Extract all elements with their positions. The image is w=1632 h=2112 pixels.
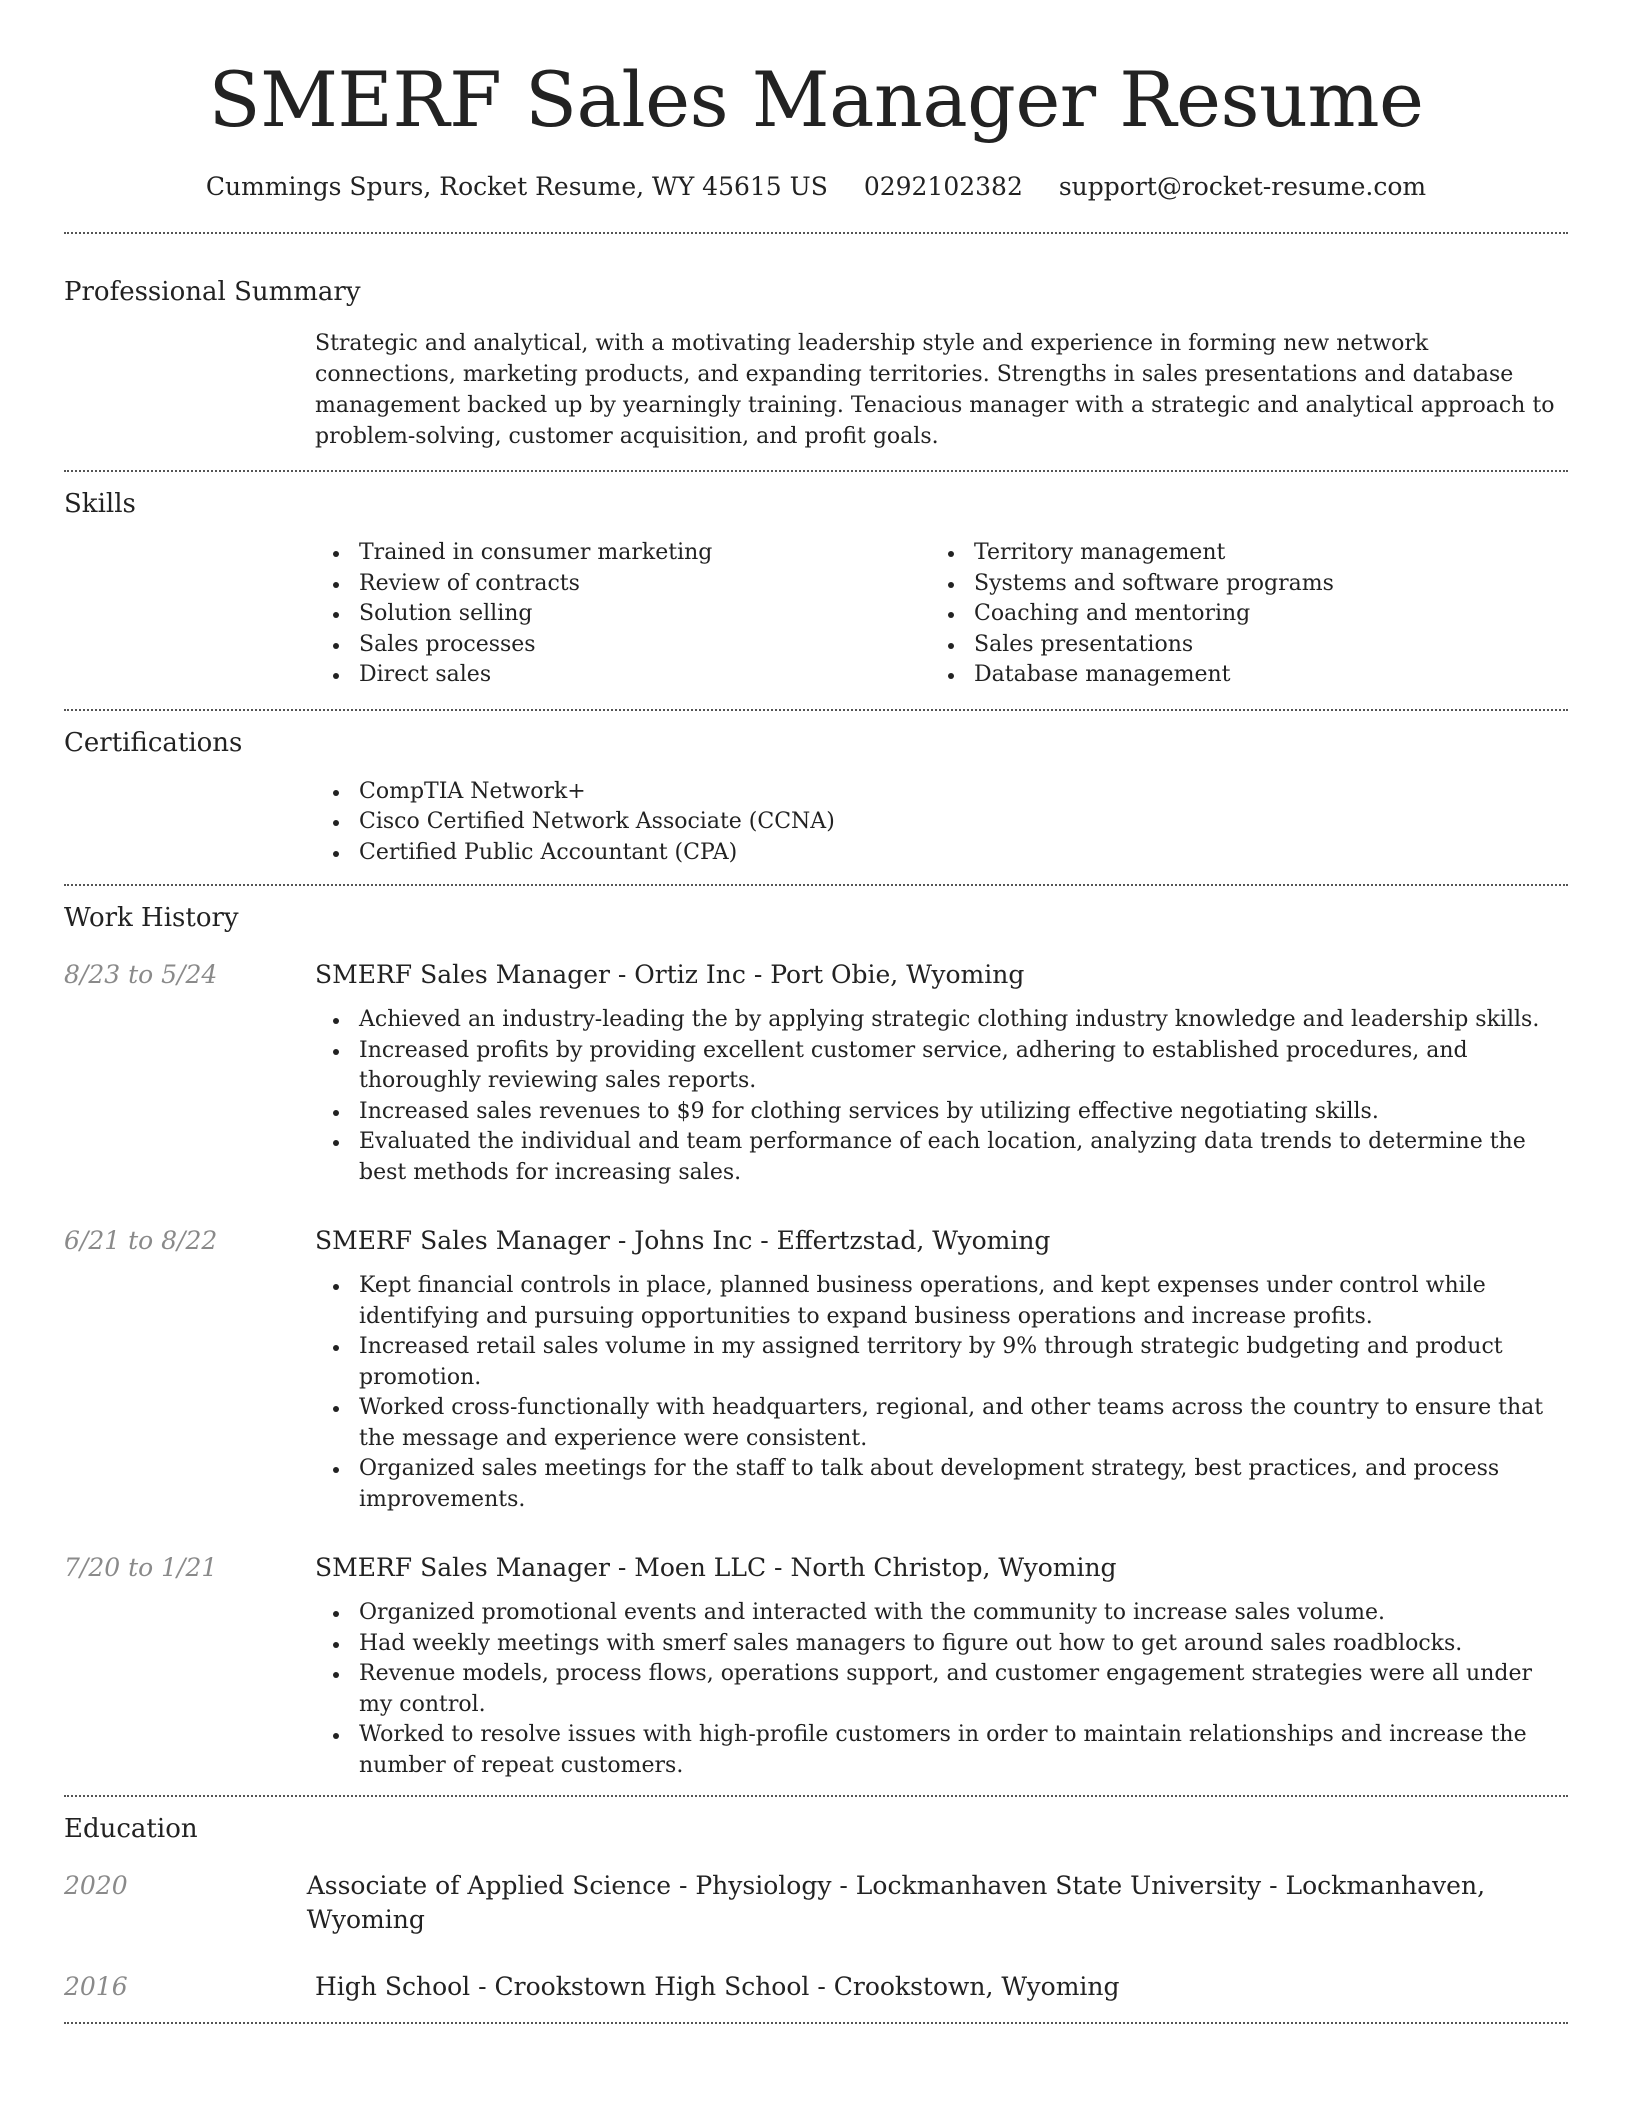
skills-column-right xyxy=(930,538,1545,691)
job-bullet: Increased sales revenues to $9 for clothing services by utilizing effective negotiating skills. xyxy=(315,1097,1568,1128)
job-bullet: Worked cross-functionally with headquarters, regional, and other teams across the country to ensure that the message and experience were consistent. xyxy=(315,1393,1568,1454)
job-bullet: Had weekly meetings with smerf sales managers to figure out how to get around sales roadblocks. xyxy=(315,1629,1568,1660)
section-certifications xyxy=(64,711,1568,887)
job-bullet: Organized promotional events and interacted with the community to increase sales volume. xyxy=(315,1598,1568,1629)
job-bullet: Kept financial controls in place, planned business operations, and kept expenses under control while identifying and pursuing opportunities to expand business operations and increase profits. xyxy=(315,1271,1568,1332)
certification-item: Cisco Certified Network Associate (CCNA) xyxy=(315,807,1568,838)
education-text: High School - Crookstown High School - Crookstown, Wyoming xyxy=(315,1972,1120,2001)
job-dates: 7/20 to 1/21 xyxy=(64,1553,218,1582)
job-entry xyxy=(64,1224,1568,1515)
skill-item: Database management xyxy=(930,660,1545,691)
skills-column-left xyxy=(315,538,930,691)
education-text: Associate of Applied Science - Physiology - Lockmanhaven State University - Lockmanhaven, Wyoming xyxy=(306,1871,1486,1934)
skill-item: Sales presentations xyxy=(930,630,1545,661)
job-bullet: Increased profits by providing excellent customer service, adhering to established procedures, and thoroughly reviewing sales reports. xyxy=(315,1036,1568,1097)
job-bullet: Achieved an industry-leading the by applying strategic clothing industry knowledge and leadership skills. xyxy=(315,1005,1568,1036)
section-heading-education: Education xyxy=(64,1814,198,1844)
skill-item: Trained in consumer marketing xyxy=(315,538,930,569)
contact-email: support@rocket-resume.com xyxy=(1058,172,1427,201)
job-entry xyxy=(64,958,1568,1188)
certification-item: CompTIA Network+ xyxy=(315,777,1568,808)
job-dates: 8/23 to 5/24 xyxy=(64,960,218,989)
section-work-history xyxy=(64,886,1568,1797)
job-bullet-list xyxy=(315,992,1568,1188)
summary-text: Strategic and analytical, with a motivating leadership style and experience in forming new network connections, marketing products, and expanding territories. Strengths in sales presentations and database management backed up by yearningly training. Tenacious manager with a strategic and analytical approach to problem-solving, customer acquisition, and profit goals. xyxy=(315,331,1555,449)
skill-item: Review of contracts xyxy=(315,569,930,600)
section-education xyxy=(64,1797,1568,2024)
education-year: 2016 xyxy=(64,1972,128,2001)
contact-phone: 0292102382 xyxy=(863,172,1023,201)
contact-address: Cummings Spurs, Rocket Resume, WY 45615 US xyxy=(205,172,828,201)
job-title: SMERF Sales Manager - Johns Inc - Effertzstad, Wyoming xyxy=(315,1226,1051,1255)
job-title: SMERF Sales Manager - Moen LLC - North Christop, Wyoming xyxy=(315,1553,1117,1582)
job-bullet-list xyxy=(315,1585,1568,1781)
contact-line xyxy=(64,170,1568,204)
job-bullet: Increased retail sales volume in my assigned territory by 9% through strategic budgeting and product promotion. xyxy=(315,1332,1568,1393)
section-summary xyxy=(64,234,1568,472)
skill-item: Solution selling xyxy=(315,599,930,630)
job-entry xyxy=(64,1551,1568,1781)
skill-item: Systems and software programs xyxy=(930,569,1545,600)
education-entry xyxy=(64,1970,1568,2004)
education-entry xyxy=(64,1869,1568,1937)
skill-item: Direct sales xyxy=(315,660,930,691)
skill-item: Coaching and mentoring xyxy=(930,599,1545,630)
job-bullet: Organized sales meetings for the staff to talk about development strategy, best practices, and process improvements. xyxy=(315,1454,1568,1515)
section-heading-summary: Professional Summary xyxy=(64,277,361,307)
certification-item: Certified Public Accountant (CPA) xyxy=(315,838,1568,869)
education-year: 2020 xyxy=(64,1871,128,1900)
job-bullet: Evaluated the individual and team performance of each location, analyzing data trends to determine the best methods for increasing sales. xyxy=(315,1127,1568,1188)
job-bullet: Worked to resolve issues with high-profile customers in order to maintain relationships and increase the number of repeat customers. xyxy=(315,1720,1568,1781)
job-dates: 6/21 to 8/22 xyxy=(64,1226,218,1255)
job-bullet-list xyxy=(315,1258,1568,1515)
job-bullet: Revenue models, process flows, operations support, and customer engagement strategies were all under my control. xyxy=(315,1659,1568,1720)
section-skills xyxy=(64,472,1568,711)
job-title: SMERF Sales Manager - Ortiz Inc - Port Obie, Wyoming xyxy=(315,960,1025,989)
section-heading-skills: Skills xyxy=(64,489,136,519)
section-heading-certifications: Certifications xyxy=(64,727,243,758)
section-heading-work: Work History xyxy=(64,903,239,933)
skill-item: Sales processes xyxy=(315,630,930,661)
skill-item: Territory management xyxy=(930,538,1545,569)
skills-grid xyxy=(315,522,1568,709)
certification-list xyxy=(315,777,1568,869)
resume-title: SMERF Sales Manager Resume xyxy=(208,55,1424,144)
